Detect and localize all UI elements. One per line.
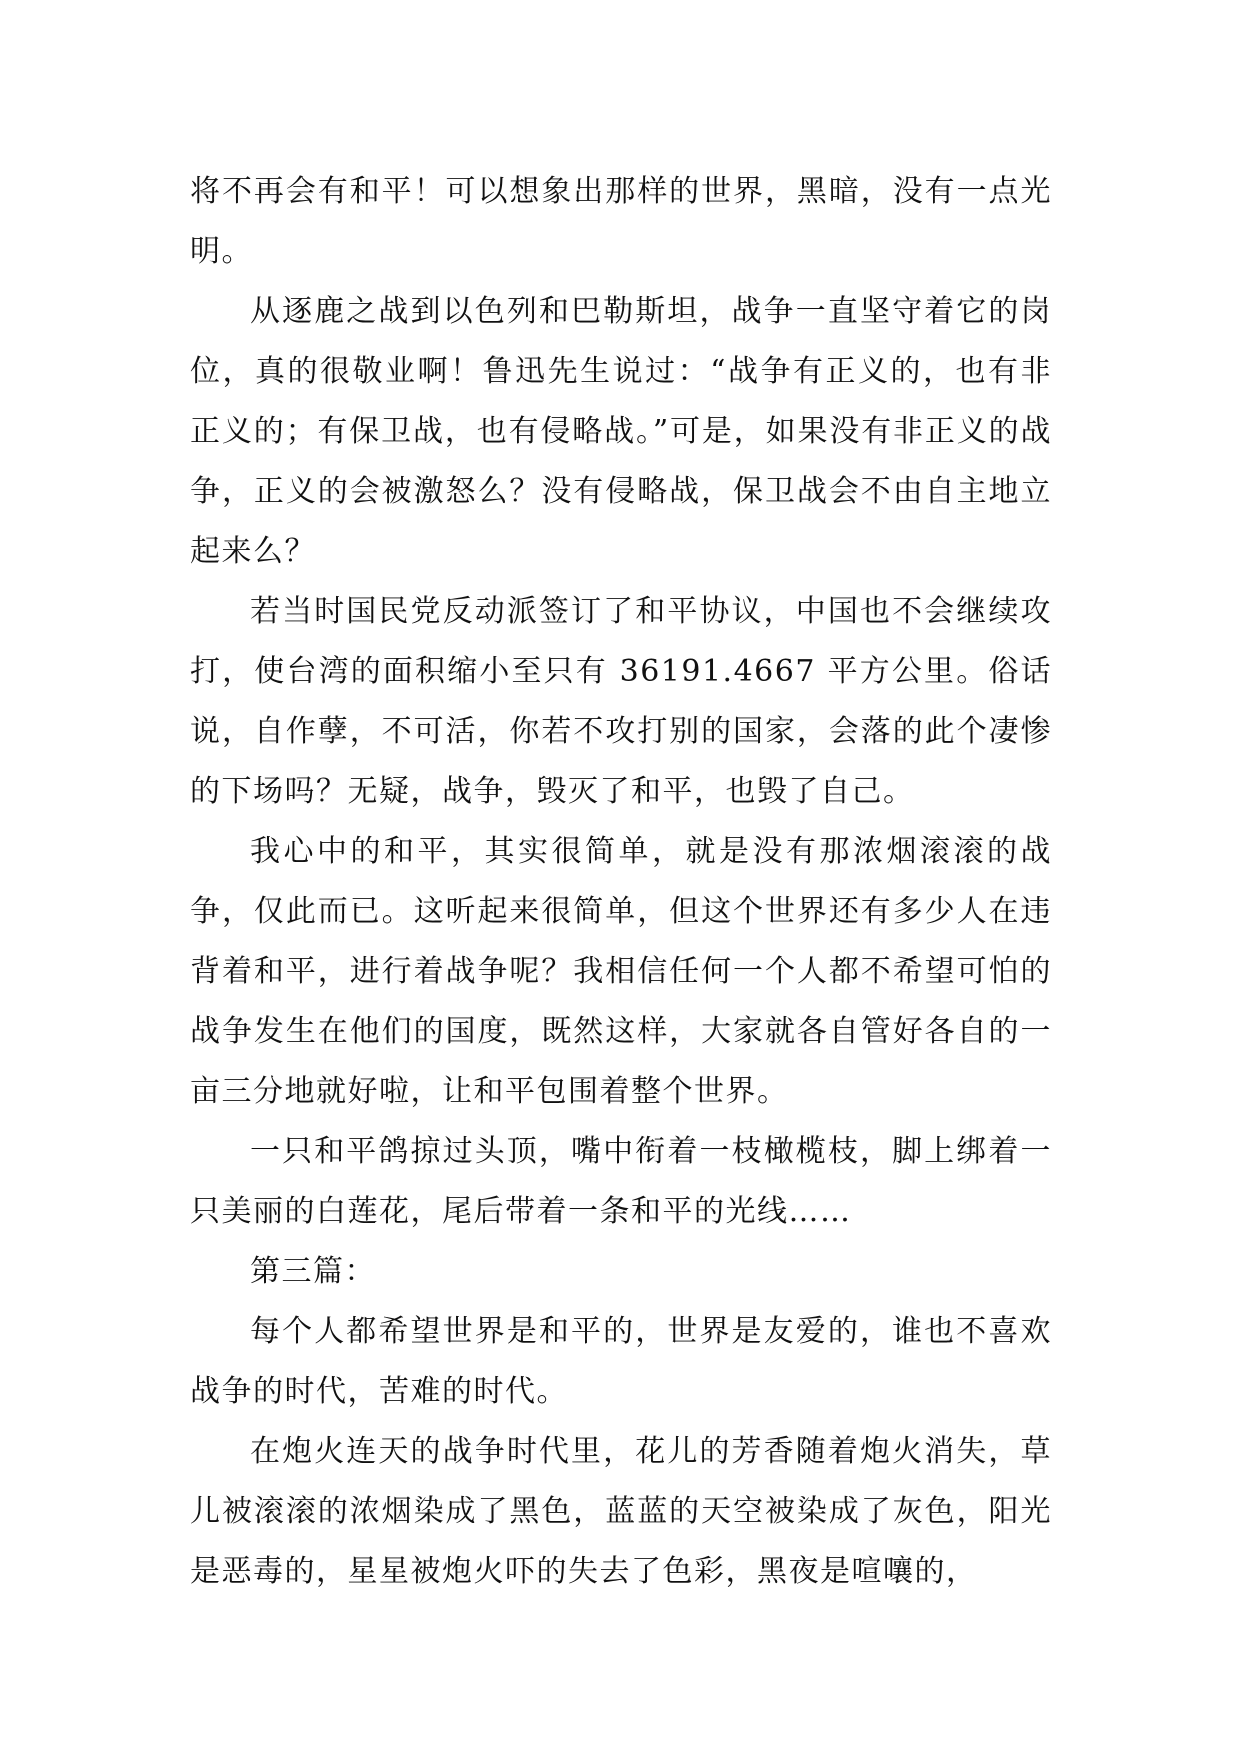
- paragraph-4: 我心中的和平，其实很简单，就是没有那浓烟滚滚的战争，仅此而已。这听起来很简单，但这个世界还有多少人在违背着和平，进行着战争呢？我相信任何一个人都不希望可怕的战争发生在他们的国度，既然这样，大家就各自管好各自的一亩三分地就好啦，让和平包围着整个世界。: [190, 834, 1052, 1109]
- paragraph-7: 在炮火连天的战争时代里，花儿的芳香随着炮火消失，草儿被滚滚的浓烟染成了黑色，蓝蓝的天空被染成了灰色，阳光是恶毒的，星星被炮火吓的失去了色彩，黑夜是喧嚷的，: [190, 1434, 1052, 1589]
- paragraph-1: 将不再会有和平！可以想象出那样的世界，黑暗，没有一点光明。: [190, 174, 1052, 269]
- section-heading: 第三篇：: [250, 1254, 376, 1289]
- paragraph-3: 若当时国民党反动派签订了和平协议，中国也不会继续攻打，使台湾的面积缩小至只有 36191.4667 平方公里。俗话说，自作孽，不可活，你若不攻打别的国家，会落的此个凄惨的下场吗？无疑，战争，毁灭了和平，也毁了自己。: [190, 594, 1052, 809]
- document-page: [190, 162, 1052, 1602]
- paragraph-5: 一只和平鸽掠过头顶，嘴中衔着一枝橄榄枝，脚上绑着一只美丽的白莲花，尾后带着一条和平的光线……: [190, 1134, 1052, 1229]
- paragraph-2: 从逐鹿之战到以色列和巴勒斯坦，战争一直坚守着它的岗位，真的很敬业啊！鲁迅先生说过：“战争有正义的，也有非正义的；有保卫战，也有侵略战。”可是，如果没有非正义的战争，正义的会被激怒么？没有侵略战，保卫战会不由自主地立起来么？: [190, 294, 1052, 569]
- paragraph-6: 每个人都希望世界是和平的，世界是友爱的，谁也不喜欢战争的时代，苦难的时代。: [190, 1314, 1052, 1409]
